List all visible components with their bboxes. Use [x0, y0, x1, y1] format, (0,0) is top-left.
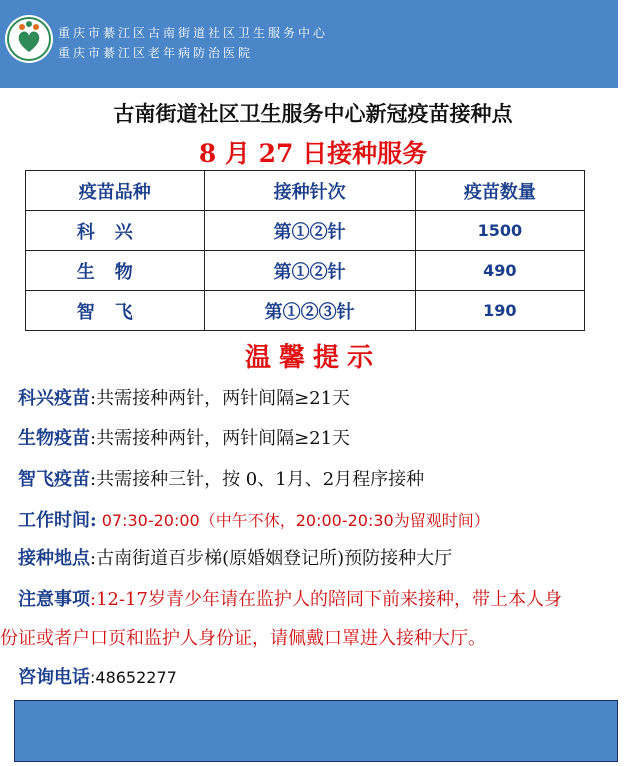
vaccine-name-cell: 智飞 [26, 291, 205, 331]
vaccine-name-cell: 生物 [26, 251, 205, 291]
phone-label: 咨询电话 [18, 667, 90, 688]
org-name-line2: 重庆市綦江区老年病防治医院 [58, 46, 254, 60]
notice-text-line1: :12-17岁青少年请在监护人的陪同下前来接种，带上本人身 [90, 589, 562, 610]
quantity-cell: 490 [415, 251, 584, 291]
hours-label: 工作时间: [18, 510, 97, 531]
zhifei-label: 智飞疫苗 [18, 469, 90, 490]
quantity-cell: 190 [415, 291, 584, 331]
notice-text-line2: 份证或者户口页和监护人身份证，请佩戴口罩进入接种大厅。 [0, 628, 486, 649]
dose-cell: 第①②针 [204, 211, 415, 251]
vaccine-table [25, 170, 585, 331]
zhifei-info [18, 465, 424, 491]
column-header-dose: 接种针次 [204, 171, 415, 211]
phone-text: :48652277 [90, 668, 177, 687]
shengwu-info [18, 424, 350, 450]
shengwu-text: :共需接种两针，两针间隔≥21天 [90, 428, 351, 449]
column-header-quantity: 疫苗数量 [415, 171, 584, 211]
header-band [0, 0, 618, 88]
footer-band [14, 700, 618, 762]
table-row [26, 291, 585, 331]
location-text: :古南街道百步梯(原婚姻登记所)预防接种大厅 [90, 548, 453, 569]
hospital-logo-icon [4, 14, 54, 64]
kexing-text: :共需接种两针，两针间隔≥21天 [90, 388, 351, 409]
hours-text: 07:30-20:00（中午不休，20:00-20:30为留观时间） [96, 511, 490, 530]
column-header-vaccine: 疫苗品种 [26, 171, 205, 211]
notice-info-continued [0, 624, 486, 650]
table-row [26, 251, 585, 291]
service-date-title: 8 月 27 日接种服务 [198, 139, 428, 168]
table-row [26, 211, 585, 251]
dose-cell: 第①②针 [204, 251, 415, 291]
notice-label: 注意事项 [18, 589, 90, 610]
vaccine-name-cell: 科兴 [26, 211, 205, 251]
page-title: 古南街道社区卫生服务中心新冠疫苗接种点 [113, 101, 513, 126]
table-header-row [26, 171, 585, 211]
notice-info [18, 585, 562, 611]
tips-heading: 温馨提示 [244, 343, 381, 373]
zhifei-text: :共需接种三针，按 0、1月、2月程序接种 [90, 469, 425, 490]
phone-info [18, 663, 177, 689]
org-name-line1: 重庆市綦江区古南街道社区卫生服务中心 [58, 26, 329, 40]
location-info [18, 544, 452, 570]
dose-cell: 第①②③针 [204, 291, 415, 331]
quantity-cell: 1500 [415, 211, 584, 251]
location-label: 接种地点 [18, 548, 90, 569]
shengwu-label: 生物疫苗 [18, 428, 90, 449]
kexing-info [18, 384, 350, 410]
kexing-label: 科兴疫苗 [18, 388, 90, 409]
hours-info [18, 506, 490, 532]
